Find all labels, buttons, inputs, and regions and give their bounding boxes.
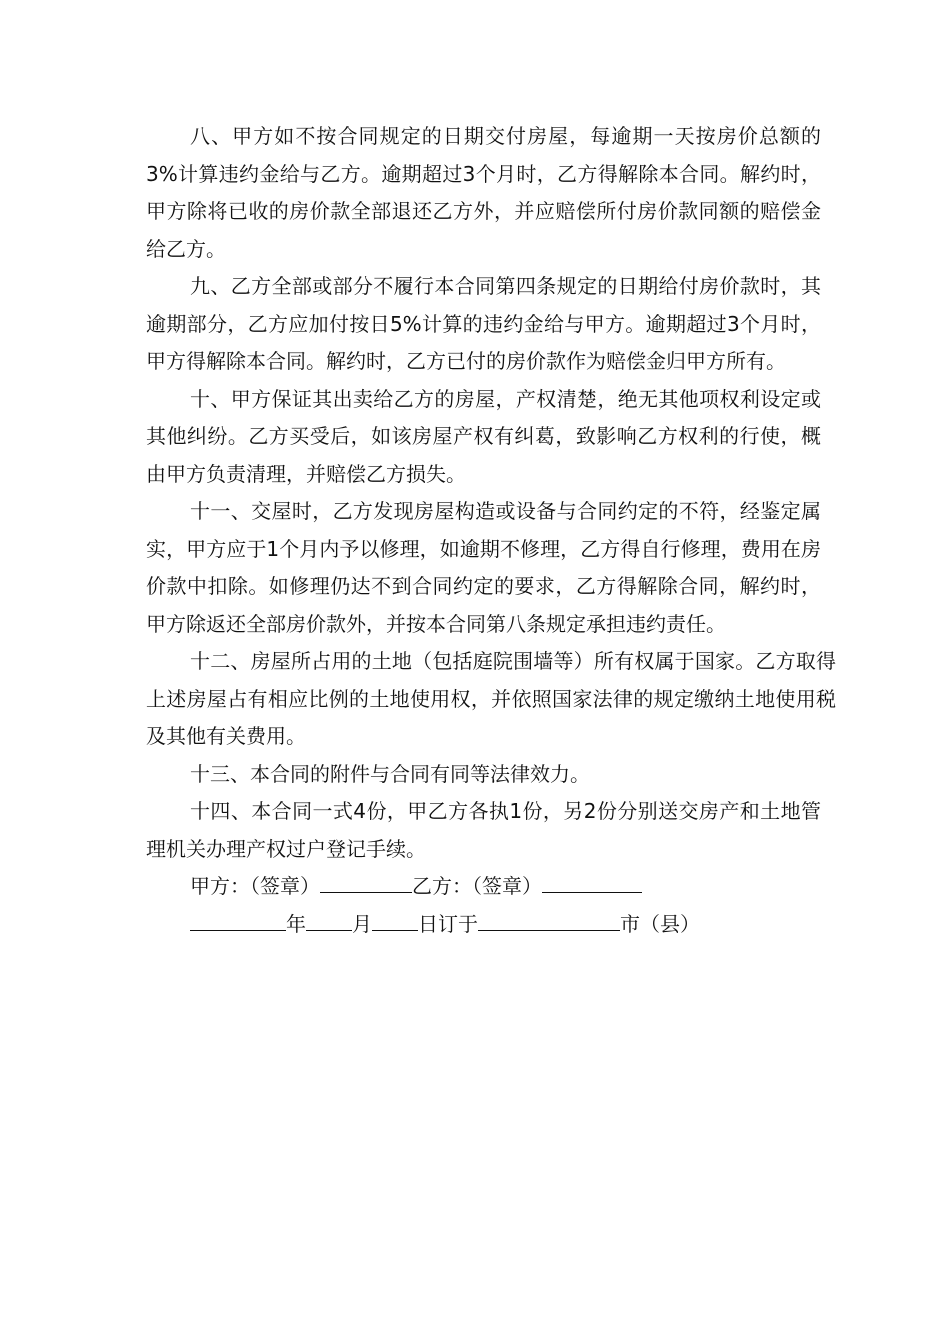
month-blank[interactable]: [306, 910, 352, 931]
day-signed-at-label: 日订于: [418, 911, 478, 936]
place-blank[interactable]: [478, 910, 620, 931]
party-a-label: 甲方：（签章）: [190, 874, 320, 898]
day-blank[interactable]: [372, 910, 418, 931]
date-line: [146, 906, 821, 944]
clause-8: 八、甲方如不按合同规定的日期交付房屋，每逾期一天按房价总额的3%计算违约金给与乙方。逾期超过3个月时，乙方得解除本合同。解约时，甲方除将已收的房价款全部退还乙方外，并应赔偿所付房价款同额的赔偿金给乙方。: [146, 124, 821, 261]
clause-10: 十、甲方保证其出卖给乙方的房屋，产权清楚，绝无其他项权利设定或其他纠纷。乙方买受后，如该房屋产权有纠葛，致影响乙方权利的行使，概由甲方负责清理，并赔偿乙方损失。: [146, 386, 821, 486]
clause-13: 十三、本合同的附件与合同有同等法律效力。: [190, 761, 590, 786]
party-b-signature-blank[interactable]: [542, 872, 642, 893]
year-blank[interactable]: [190, 910, 286, 931]
contract-body: [146, 118, 836, 943]
clause-12: 十二、房屋所占用的土地（包括庭院围墙等）所有权属于国家。乙方取得上述房屋占有相应比例的土地使用权，并依照国家法律的规定缴纳土地使用税及其他有关费用。: [146, 649, 836, 748]
city-county-label: 市（县）: [620, 911, 700, 936]
year-label: 年: [286, 911, 306, 936]
party-a-signature-blank[interactable]: [320, 872, 412, 893]
clause-11: 十一、交屋时，乙方发现房屋构造或设备与合同约定的不符，经鉴定属实，甲方应于1个月内予以修理，如逾期不修理，乙方得自行修理，费用在房价款中扣除。如修理仍达不到合同约定的要求，乙方得解除合同，解约时，甲方除返还全部房价款外，并按本合同第八条规定承担违约责任。: [146, 499, 821, 636]
month-label: 月: [352, 911, 372, 936]
signature-line: [146, 868, 821, 906]
clause-9: 九、乙方全部或部分不履行本合同第四条规定的日期给付房价款时，其逾期部分，乙方应加付按日5%计算的违约金给与甲方。逾期超过3个月时，甲方得解除本合同。解约时，乙方已付的房价款作为赔偿金归甲方所有。: [146, 274, 821, 373]
clause-14: 十四、本合同一式4份，甲乙方各执1份，另2份分别送交房产和土地管理机关办理产权过户登记手续。: [146, 799, 821, 861]
party-b-label: 乙方：（签章）: [412, 874, 542, 898]
